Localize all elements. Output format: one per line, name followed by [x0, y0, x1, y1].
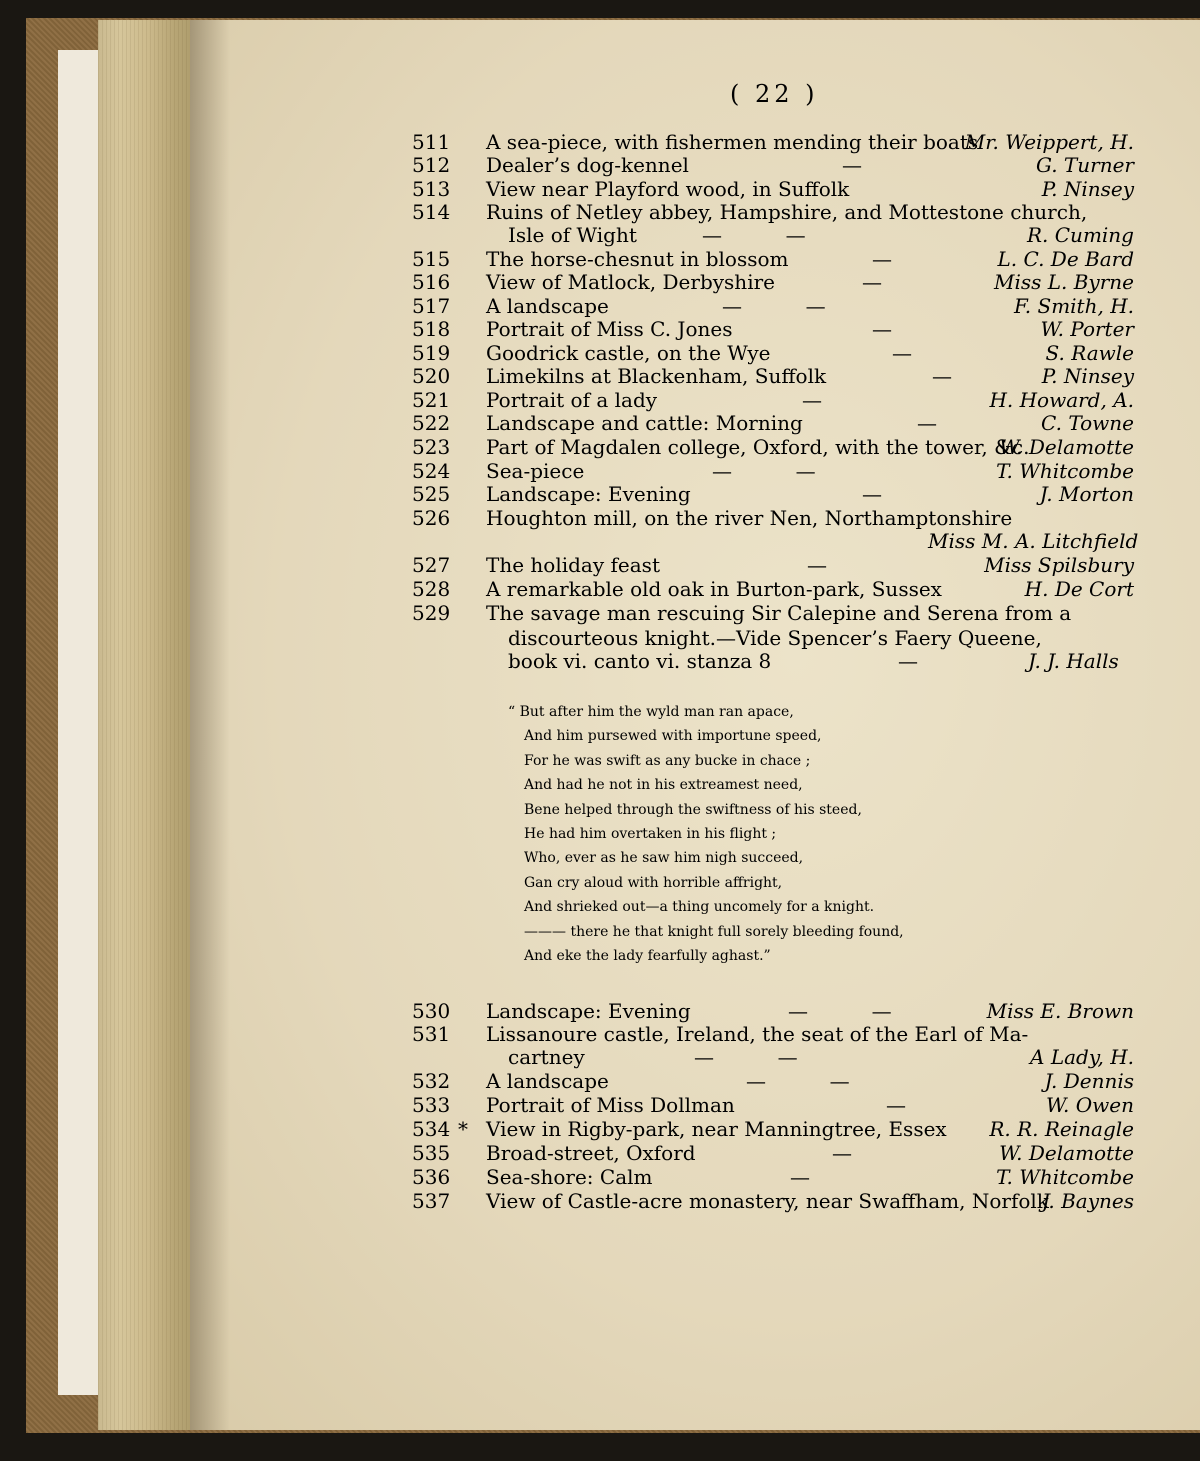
entry-dashes: —: [802, 388, 822, 412]
entry-title: The horse-chesnut in blossom: [486, 247, 789, 271]
poem-line: ——— there he that knight full sorely bleeding found,: [524, 923, 904, 940]
entry-number: 520: [412, 364, 451, 388]
entry-dashes: —: [886, 1093, 906, 1117]
entry-artist: C. Towne: [1041, 411, 1134, 435]
entry-artist: J. Baynes: [1041, 1189, 1134, 1213]
page-gutter-shadow: [190, 20, 230, 1430]
entry-number: 534: [412, 1117, 451, 1141]
entry-dashes: —: [842, 153, 862, 177]
entry-artist: R. Cuming: [1026, 223, 1134, 247]
entry-artist: Miss E. Brown: [986, 999, 1134, 1023]
entry-artist: A Lady, H.: [1030, 1045, 1134, 1069]
entry-artist: G. Turner: [1035, 153, 1134, 177]
entry-title: The holiday feast: [486, 553, 660, 577]
entry-title: Isle of Wight: [508, 223, 637, 247]
catalogue-entry: [412, 153, 1162, 177]
entry-dashes: —: [872, 317, 892, 341]
entry-artist: J. Morton: [1039, 482, 1134, 506]
catalogue-entry: [412, 1141, 1162, 1165]
poem-line: “ But after him the wyld man ran apace,: [508, 704, 794, 720]
catalogue-entry: [412, 1022, 1162, 1046]
entry-title: A sea-piece, with fishermen mending their boats: [486, 130, 979, 154]
entry-title: A remarkable old oak in Burton-park, Sussex: [486, 577, 942, 601]
catalogue-entry: [412, 177, 1162, 201]
entry-artist: L. C. De Bard: [997, 247, 1134, 271]
poem-line: He had him overtaken in his flight ;: [524, 825, 777, 842]
entry-title: Portrait of a lady: [486, 388, 658, 412]
catalogue-entry: [412, 1189, 1162, 1213]
catalogue-entry: [412, 435, 1162, 459]
catalogue-entry: [412, 506, 1162, 530]
entry-dashes: — —: [694, 1045, 798, 1069]
entry-artist: P. Ninsey: [1041, 177, 1134, 201]
quoted-poem: [508, 700, 904, 968]
entry-number: 515: [412, 247, 451, 271]
entry-dashes: — —: [722, 294, 826, 318]
catalogue-entry: [412, 317, 1162, 341]
entry-dashes: —: [872, 247, 892, 271]
catalogue-entry: [412, 1165, 1162, 1189]
catalogue-entry: [412, 270, 1162, 294]
entry-number: 532: [412, 1069, 451, 1093]
entry-number: 528: [412, 577, 451, 601]
catalogue-entry: [412, 294, 1162, 318]
poem-line: For he was swift as any bucke in chace ;: [524, 752, 811, 769]
entry-526-artist: Miss M. A. Litchfield: [928, 529, 1139, 553]
entry-title: View of Matlock, Derbyshire: [486, 270, 775, 294]
entry-title: View near Playford wood, in Suffolk: [486, 177, 850, 201]
entry-artist: Mr. Weippert, H.: [964, 130, 1134, 154]
entry-number: 517: [412, 294, 451, 318]
entry-number: 519: [412, 341, 451, 365]
entry-title: Landscape: Evening: [486, 999, 691, 1023]
poem-line: Gan cry aloud with horrible affright,: [524, 874, 783, 891]
entry-dashes: —: [917, 411, 937, 435]
catalogue-entry: [412, 200, 1162, 224]
entry-number: 521: [412, 388, 451, 412]
entry-number: 530: [412, 999, 451, 1023]
entry-dashes: —: [807, 553, 827, 577]
entry-number: 529: [412, 601, 451, 625]
entry-529-line-3: book vi. canto vi. stanza 8: [508, 649, 772, 673]
entry-artist: Miss Spilsbury: [984, 553, 1134, 577]
catalogue-entry: [412, 601, 1162, 625]
entry-artist: P. Ninsey: [1041, 364, 1134, 388]
entry-number: 522: [412, 411, 451, 435]
entry-number: 516: [412, 270, 451, 294]
entry-529-artist: J. J. Halls: [1028, 649, 1119, 673]
entry-number: 525: [412, 482, 451, 506]
entry-number: 524: [412, 459, 451, 483]
entry-artist: Miss L. Byrne: [993, 270, 1134, 294]
entry-title: The savage man rescuing Sir Calepine and Serena from a: [486, 601, 1072, 625]
entry-title: Dealer’s dog-kennel: [486, 153, 689, 177]
entry-asterisk: *: [458, 1117, 468, 1141]
entry-title: Sea-piece: [486, 459, 585, 483]
entry-dashes: —: [790, 1165, 810, 1189]
catalogue-entry: [412, 388, 1162, 412]
entry-number: 531: [412, 1022, 451, 1046]
poem-line: And him pursewed with importune speed,: [524, 728, 822, 745]
entry-title: Lissanoure castle, Ireland, the seat of the Earl of Ma-: [486, 1022, 1029, 1046]
poem-line: Who, ever as he saw him nigh succeed,: [524, 850, 804, 867]
entry-artist: H. De Cort: [1024, 577, 1134, 601]
entry-title: Landscape and cattle: Morning: [486, 411, 803, 435]
catalogue-entry: [412, 482, 1162, 506]
poem-line: And had he not in his extreamest need,: [524, 777, 803, 794]
entry-dashes: —: [932, 364, 952, 388]
entry-title: Goodrick castle, on the Wye: [486, 341, 771, 365]
entry-artist: J. Dennis: [1044, 1069, 1134, 1093]
entry-title: Ruins of Netley abbey, Hampshire, and Mottestone church,: [486, 200, 1088, 224]
entry-title: Limekilns at Blackenham, Suffolk: [486, 364, 827, 388]
catalogue-entry: [412, 577, 1162, 601]
catalogue-entry: [412, 999, 1162, 1023]
catalogue-entry: [412, 553, 1162, 577]
entry-529-line-2: discourteous knight.—Vide Spencer’s Faery Queene,: [508, 626, 1042, 650]
entry-artist: W. Delamotte: [999, 1141, 1134, 1165]
entry-dashes: —: [862, 270, 882, 294]
entry-529-dash: —: [898, 649, 918, 673]
entry-number: 514: [412, 200, 451, 224]
poem-line: And eke the lady fearfully aghast.”: [524, 947, 771, 964]
entry-dashes: — —: [746, 1069, 850, 1093]
catalogue-entry: [412, 130, 1162, 154]
entry-title: A landscape: [486, 1069, 609, 1093]
entry-number: 535: [412, 1141, 451, 1165]
entry-dashes: —: [892, 341, 912, 365]
entry-artist: W. Delamotte: [999, 435, 1134, 459]
entry-number: 512: [412, 153, 451, 177]
entry-title: Portrait of Miss Dollman: [486, 1093, 735, 1117]
catalogue-entry: [412, 1117, 1162, 1141]
entry-number: 533: [412, 1093, 451, 1117]
entry-title: View of Castle-acre monastery, near Swaffham, Norfolk: [486, 1189, 1049, 1213]
entry-artist: H. Howard, A.: [989, 388, 1134, 412]
catalogue-entry: [412, 1093, 1162, 1117]
catalogue-entry: [412, 247, 1162, 271]
entry-number: 511: [412, 130, 451, 154]
poem-line: Bene helped through the swiftness of his steed,: [524, 801, 862, 818]
page-number: ( 22 ): [730, 80, 819, 108]
entry-number: 513: [412, 177, 451, 201]
entry-number: 523: [412, 435, 451, 459]
entry-dashes: —: [862, 482, 882, 506]
entry-artist: R. R. Reinagle: [989, 1117, 1134, 1141]
entry-number: 537: [412, 1189, 451, 1213]
entry-title: cartney: [508, 1045, 585, 1069]
entry-dashes: — —: [702, 223, 806, 247]
entry-artist: T. Whitcombe: [996, 1165, 1134, 1189]
catalogue-entry: [412, 223, 1162, 247]
entry-artist: W. Owen: [1045, 1093, 1134, 1117]
catalogue-entry: [412, 459, 1162, 483]
entry-title: A landscape: [486, 294, 609, 318]
entry-title: Portrait of Miss C. Jones: [486, 317, 733, 341]
catalogue-entry: [412, 1069, 1162, 1093]
entry-number: 518: [412, 317, 451, 341]
entry-number: 536: [412, 1165, 451, 1189]
entry-artist: F. Smith, H.: [1014, 294, 1134, 318]
entry-title: Sea-shore: Calm: [486, 1165, 653, 1189]
entry-number: 526: [412, 506, 451, 530]
entry-artist: S. Rawle: [1045, 341, 1134, 365]
entry-title: Part of Magdalen college, Oxford, with the tower, &c.: [486, 435, 1030, 459]
entry-title: View in Rigby-park, near Manningtree, Essex: [486, 1117, 947, 1141]
catalogue-entry: [412, 341, 1162, 365]
entry-number: 527: [412, 553, 451, 577]
entry-title: Landscape: Evening: [486, 482, 691, 506]
entry-artist: T. Whitcombe: [996, 459, 1134, 483]
poem-line: And shrieked out—a thing uncomely for a knight.: [524, 899, 875, 916]
catalogue-entry: [412, 364, 1162, 388]
entry-dashes: —: [832, 1141, 852, 1165]
entry-dashes: — —: [712, 459, 816, 483]
entry-artist: W. Porter: [1040, 317, 1134, 341]
catalogue-entry: [412, 411, 1162, 435]
entry-title: Houghton mill, on the river Nen, Northamptonshire: [486, 506, 1013, 530]
entry-dashes: — —: [788, 999, 892, 1023]
entry-title: Broad-street, Oxford: [486, 1141, 696, 1165]
catalogue-entry: [412, 1045, 1162, 1069]
